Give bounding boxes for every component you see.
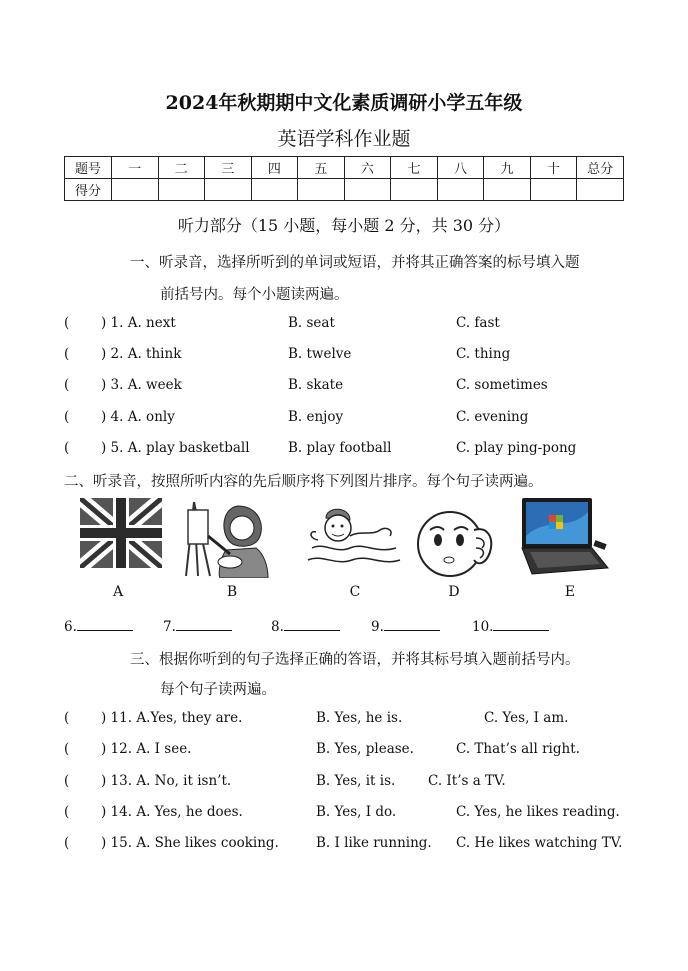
question-option-a: ) 4. A. only — [101, 409, 175, 425]
score-input-cell[interactable] — [577, 179, 624, 201]
score-cell: 六 — [344, 157, 391, 179]
answer-bracket-open[interactable]: ( — [64, 377, 70, 393]
question-option-c: C. sometimes — [456, 377, 548, 393]
question-option-a: ) 3. A. week — [101, 377, 182, 393]
question-option-b: B. twelve — [288, 346, 352, 362]
part1-instruction-line1: 一、听录音，选择所听到的单词或短语，并将其正确答案的标号填入题 — [130, 255, 580, 271]
score-cell: 二 — [158, 157, 205, 179]
answer-blank-7[interactable] — [163, 617, 232, 635]
picture-label-a: A — [112, 584, 124, 600]
blank-number: 7. — [163, 619, 176, 635]
answer-line[interactable] — [176, 617, 232, 631]
picture-label-c: C — [349, 584, 361, 600]
score-input-cell[interactable] — [391, 179, 438, 201]
answer-bracket-open[interactable]: ( — [64, 804, 70, 820]
answer-bracket-open[interactable]: ( — [64, 346, 70, 362]
answer-blank-8[interactable] — [271, 617, 340, 635]
question-option-c: C. He likes watching TV. — [456, 835, 623, 851]
question-option-b: B. skate — [288, 377, 344, 393]
score-table-header-row — [65, 157, 624, 179]
score-cell: 八 — [437, 157, 484, 179]
score-cell: 总分 — [577, 157, 624, 179]
laptop-icon — [518, 496, 612, 580]
answer-line[interactable] — [493, 617, 549, 631]
answer-line[interactable] — [77, 617, 133, 631]
blank-number: 6. — [64, 619, 77, 635]
question-option-c: C. It’s a TV. — [428, 773, 506, 789]
blank-number: 10. — [472, 619, 494, 635]
score-input-cell[interactable] — [484, 179, 531, 201]
picture-label-e: E — [564, 584, 576, 600]
blank-number: 8. — [271, 619, 284, 635]
question-option-c: C. play ping-pong — [456, 440, 577, 456]
score-cell: 九 — [484, 157, 531, 179]
score-input-cell[interactable] — [112, 179, 159, 201]
question-option-b: B. Yes, he is. — [316, 710, 403, 726]
answer-bracket-open[interactable]: ( — [64, 315, 70, 331]
uk-flag-icon — [80, 498, 162, 568]
answer-blank-10[interactable] — [472, 617, 549, 635]
question-option-b: B. I like running. — [316, 835, 432, 851]
answer-bracket-open[interactable]: ( — [64, 409, 70, 425]
score-input-cell[interactable] — [251, 179, 298, 201]
question-option-c: C. Yes, I am. — [484, 710, 569, 726]
question-option-a: ) 5. A. play basketball — [101, 440, 250, 456]
listening-section-title: 听力部分（15 小题，每小题 2 分，共 30 分） — [177, 216, 511, 235]
question-option-b: B. seat — [288, 315, 335, 331]
picture-label-d: D — [448, 584, 460, 600]
part1-instruction-line2: 前括号内。每个小题读两遍。 — [160, 287, 349, 303]
blank-number: 9. — [371, 619, 384, 635]
question-option-b: B. enjoy — [288, 409, 344, 425]
answer-bracket-open[interactable]: ( — [64, 773, 70, 789]
score-table — [64, 156, 624, 201]
question-option-a: ) 12. A. I see. — [101, 741, 192, 757]
question-option-c: C. Yes, he likes reading. — [456, 804, 620, 820]
answer-line[interactable] — [284, 617, 340, 631]
question-option-b: B. Yes, please. — [316, 741, 414, 757]
question-option-c: C. thing — [456, 346, 511, 362]
answer-bracket-open[interactable]: ( — [64, 835, 70, 851]
answer-line[interactable] — [384, 617, 440, 631]
score-cell: 三 — [205, 157, 252, 179]
score-input-cell[interactable] — [344, 179, 391, 201]
question-option-a: ) 11. A.Yes, they are. — [101, 710, 243, 726]
question-option-a: ) 15. A. She likes cooking. — [101, 835, 279, 851]
score-input-cell[interactable] — [530, 179, 577, 201]
score-cell: 四 — [251, 157, 298, 179]
score-row-label: 得分 — [65, 179, 112, 201]
question-option-b: B. play football — [288, 440, 392, 456]
question-option-b: B. Yes, I do. — [316, 804, 397, 820]
thinking-face-icon — [414, 504, 498, 580]
question-option-a: ) 1. A. next — [101, 315, 176, 331]
answer-bracket-open[interactable]: ( — [64, 440, 70, 456]
answer-blank-6[interactable] — [64, 617, 133, 635]
page-title: 2024年秋期期中文化素质调研小学五年级 — [165, 92, 523, 114]
part3-instruction-line2: 每个句子读两遍。 — [160, 682, 276, 698]
score-cell: 五 — [298, 157, 345, 179]
boy-swimming-icon — [306, 506, 404, 572]
girl-painting-icon — [180, 496, 280, 578]
question-option-a: ) 13. A. No, it isn’t. — [101, 773, 232, 789]
score-input-cell[interactable] — [298, 179, 345, 201]
score-table-score-row — [65, 179, 624, 201]
question-option-c: C. That’s all right. — [456, 741, 580, 757]
score-input-cell[interactable] — [205, 179, 252, 201]
score-cell: 十 — [530, 157, 577, 179]
question-option-c: C. fast — [456, 315, 500, 331]
answer-bracket-open[interactable]: ( — [64, 710, 70, 726]
score-cell: 一 — [112, 157, 159, 179]
question-option-a: ) 2. A. think — [101, 346, 182, 362]
question-option-c: C. evening — [456, 409, 529, 425]
part2-instruction: 二、听录音，按照所听内容的先后顺序将下列图片排序。每个句子读两遍。 — [64, 474, 543, 490]
answer-bracket-open[interactable]: ( — [64, 741, 70, 757]
picture-label-b: B — [226, 584, 238, 600]
score-cell: 七 — [391, 157, 438, 179]
part3-instruction-line1: 三、根据你听到的句子选择正确的答语，并将其标号填入题前括号内。 — [130, 652, 580, 668]
score-input-cell[interactable] — [437, 179, 484, 201]
question-option-b: B. Yes, it is. — [316, 773, 396, 789]
page-subtitle: 英语学科作业题 — [277, 128, 411, 150]
score-input-cell[interactable] — [158, 179, 205, 201]
question-option-a: ) 14. A. Yes, he does. — [101, 804, 243, 820]
score-cell: 题号 — [65, 157, 112, 179]
answer-blank-9[interactable] — [371, 617, 440, 635]
